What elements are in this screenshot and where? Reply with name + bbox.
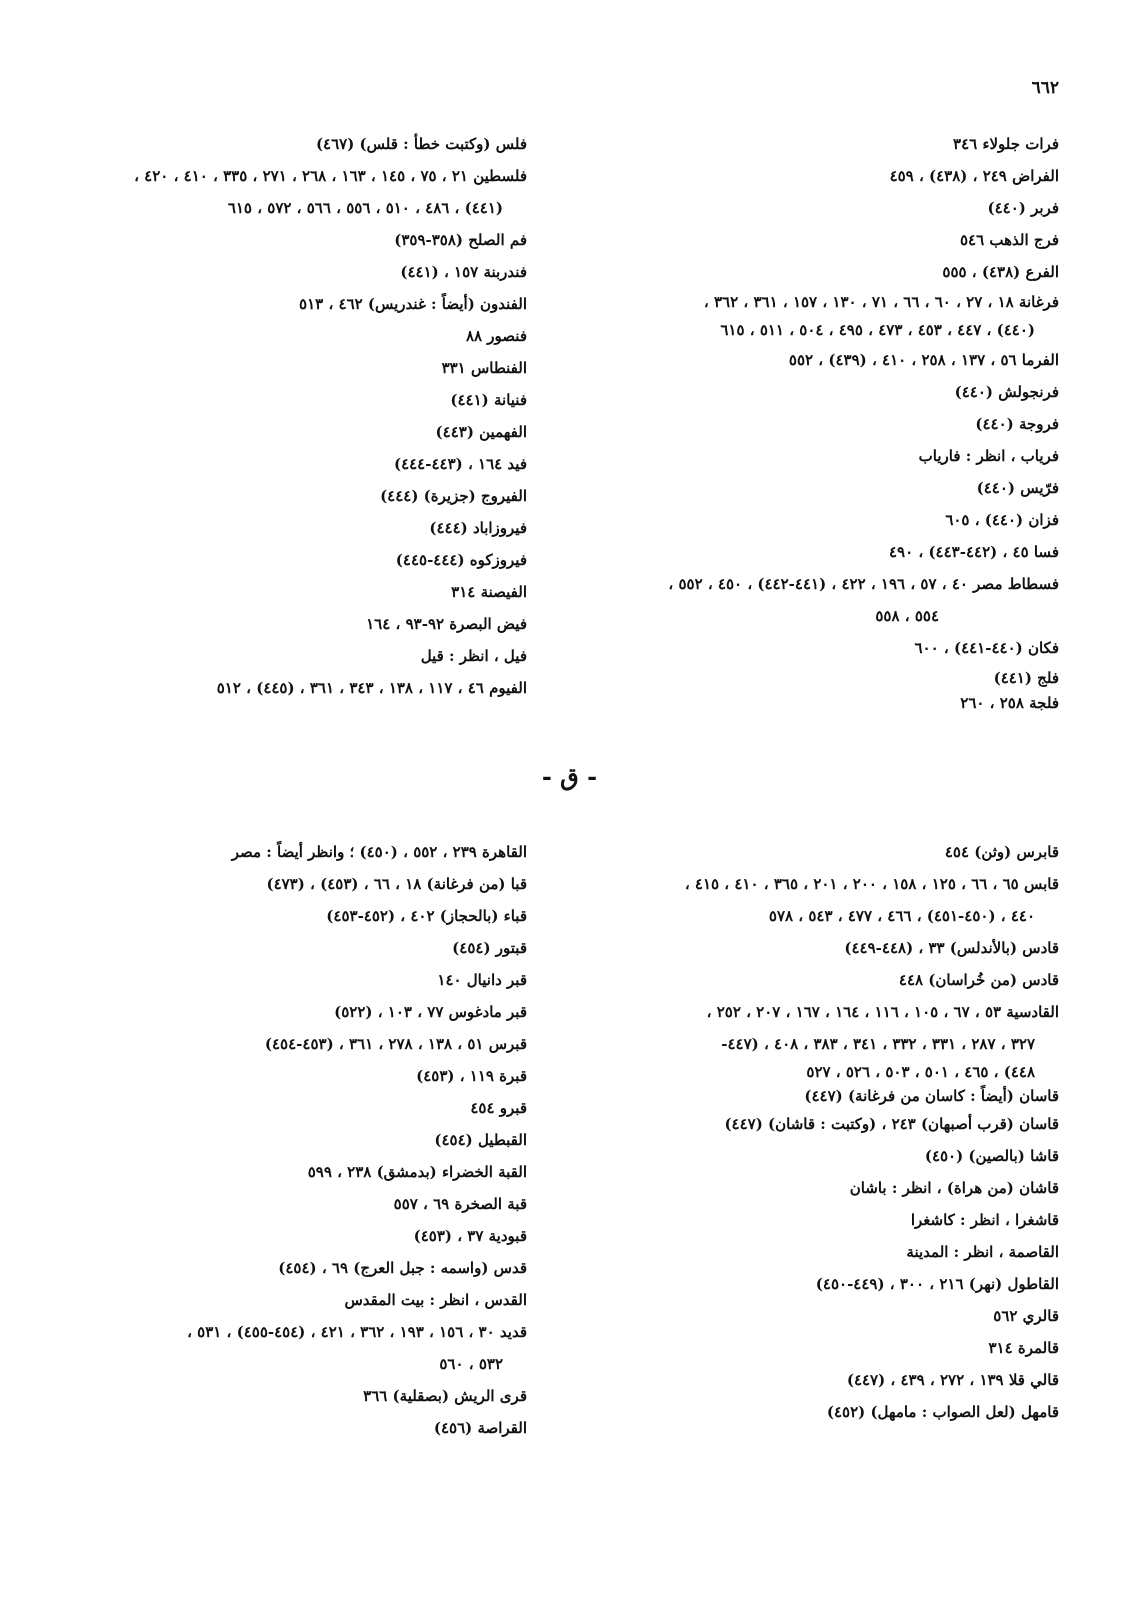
page-number: ٦٦٢: [1031, 78, 1059, 98]
index-entry-continuation: ٣٢٧ ، ٢٨٧ ، ٣٣١ ، ٣٣٢ ، ٣٤١ ، ٣٨٣ ، ٤٠٨ ، (٤٤٧-: [721, 1035, 1035, 1053]
section-letter-heading: - ق -: [541, 762, 598, 791]
index-column-left-section1: [27, 128, 527, 704]
index-entry: قاشا (بالصين) (٤٥٠): [924, 1147, 1059, 1165]
index-entry-continuation: ٤٤٠ ، (٤٥٠-٤٥١) ، ٤٦٦ ، ٤٧٧ ، ٥٤٣ ، ٥٧٨: [768, 907, 1035, 925]
index-entry: قبرو ٤٥٤: [470, 1099, 527, 1117]
index-entry-continuation: ٥٥٤ ، ٥٥٨: [875, 607, 939, 625]
index-entry: فندربنة ١٥٧ ، (٤٤١): [400, 263, 527, 281]
index-entry: الفيوم ٤٦ ، ١١٧ ، ١٣٨ ، ٣٤٣ ، ٣٦١ ، (٤٤٥) ، ٥١٢: [216, 679, 527, 697]
index-entry: فلجة ٢٥٨ ، ٢٦٠: [960, 694, 1059, 712]
index-entry: فم الصلح (٣٥٨-٣٥٩): [394, 231, 527, 249]
index-entry-continuation: ٥٣٢ ، ٥٦٠: [439, 1355, 503, 1373]
index-entry: قدس (واسمه : جبل العرج) ٦٩ ، (٤٥٤): [278, 1259, 527, 1277]
index-entry: فرغانة ١٨ ، ٢٧ ، ٦٠ ، ٦٦ ، ٧١ ، ١٣٠ ، ١٥٧ ، ٣٦١ ، ٣٦٢ ،: [703, 293, 1059, 311]
index-entry: القادسية ٥٣ ، ٦٧ ، ١٠٥ ، ١١٦ ، ١٦٤ ، ١٦٧ ، ٢٠٧ ، ٢٥٢ ،: [706, 1003, 1059, 1021]
index-entry: فنيانة (٤٤١): [450, 391, 527, 409]
index-entry: القبطيل (٤٥٤): [434, 1131, 527, 1149]
index-entry-continuation: ٤٤٨) ، ٤٦٥ ، ٥٠١ ، ٥٠٣ ، ٥٢٦ ، ٥٢٧: [806, 1063, 1035, 1081]
index-entry: الفراض ٢٤٩ ، (٤٣٨) ، ٤٥٩: [889, 167, 1059, 185]
index-entry: فسطاط مصر ٤٠ ، ٥٧ ، ١٩٦ ، ٤٢٢ ، (٤٤١-٤٤٢) ، ٤٥٠ ، ٥٥٢ ،: [668, 575, 1059, 593]
index-entry: فنصور ٨٨: [465, 327, 527, 345]
index-entry: القاطول (نهر) ٢١٦ ، ٣٠٠ ، (٤٤٩-٤٥٠): [815, 1275, 1059, 1293]
index-entry: فيد ١٦٤ ، (٤٤٣-٤٤٤): [393, 455, 527, 473]
index-entry: فلس (وكتبت خطأ : قلس) (٤٦٧): [315, 135, 527, 153]
index-entry: قاشان (من هراة) ، انظر : باشان: [849, 1179, 1059, 1197]
index-entry: القاهرة ٢٣٩ ، ٥٥٢ ، (٤٥٠) ؛ وانظر أيضاً : مصر: [231, 843, 527, 861]
index-entry: فروجة (٤٤٠): [975, 415, 1059, 433]
index-entry: القدس ، انظر : بيت المقدس: [344, 1291, 527, 1309]
index-entry: فزان (٤٤٠) ، ٦٠٥: [945, 511, 1059, 529]
index-entry: الفنطاس ٣٣١: [441, 359, 527, 377]
index-entry: القراصة (٤٥٦): [433, 1419, 527, 1437]
index-entry: فرنجولش (٤٤٠): [954, 383, 1059, 401]
index-entry: فيل ، انظر : قيل: [420, 647, 527, 665]
index-entry: قادس (من خُراسان) ٤٤٨: [898, 971, 1059, 989]
index-entry: فربر (٤٤٠): [987, 199, 1059, 217]
index-entry: قرى الريش (بصقلية) ٣٦٦: [363, 1387, 527, 1405]
index-entry: فلسطين ٢١ ، ٧٥ ، ١٤٥ ، ١٦٣ ، ٢٦٨ ، ٢٧١ ، ٣٣٥ ، ٤١٠ ، ٤٢٠ ،: [134, 167, 527, 185]
index-entry: فيض البصرة ٩٢-٩٣ ، ١٦٤: [366, 615, 527, 633]
index-entry: قالمرة ٣١٤: [988, 1339, 1059, 1357]
index-entry: القبة الخضراء (بدمشق) ٢٣٨ ، ٥٩٩: [307, 1163, 527, 1181]
index-entry: الفهمين (٤٤٣): [435, 423, 527, 441]
index-entry: الفيروج (جزيرة) (٤٤٤): [380, 487, 527, 505]
index-entry-continuation: (٤٤١) ، ٤٨٦ ، ٥١٠ ، ٥٥٦ ، ٥٦٦ ، ٥٧٢ ، ٦١٥: [227, 199, 503, 217]
index-entry: قبرس ٥١ ، ١٣٨ ، ٢٧٨ ، ٣٦١ ، (٤٥٣-٤٥٤): [264, 1035, 527, 1053]
index-entry: الفيصنة ٣١٤: [451, 583, 527, 601]
index-entry: قاسان (أيضاً : كاسان من فرغانة) (٤٤٧): [804, 1087, 1059, 1105]
index-entry: الفندون (أيضاً : غندريس) ٤٦٢ ، ٥١٣: [299, 295, 527, 313]
index-entry: فرج الذهب ٥٤٦: [960, 231, 1059, 249]
index-entry: فرّيس (٤٤٠): [976, 479, 1059, 497]
index-entry: فسا ٤٥ ، (٤٤٢-٤٤٣) ، ٤٩٠: [888, 543, 1059, 561]
index-entry: قابرس (وثن) ٤٥٤: [944, 843, 1059, 861]
index-entry: فيروزاباد (٤٤٤): [429, 519, 527, 537]
index-entry: الفرع (٤٣٨) ، ٥٥٥: [942, 263, 1059, 281]
index-entry: قبودية ٣٧ ، (٤٥٣): [413, 1227, 527, 1245]
index-entry: قباء (بالحجاز) ٤٠٢ ، (٤٥٢-٤٥٣): [326, 907, 527, 925]
index-entry: قادس (بالأندلس) ٣٣ ، (٤٤٨-٤٤٩): [844, 939, 1059, 957]
index-entry: قامهل (لعل الصواب : مامهل) (٤٥٢): [826, 1403, 1059, 1421]
index-entry: فكان (٤٤٠-٤٤١) ، ٦٠٠: [914, 639, 1059, 657]
index-entry: قبتور (٤٥٤): [452, 939, 527, 957]
index-entry: قديد ٣٠ ، ١٥٦ ، ١٩٣ ، ٣٦٢ ، ٤٢١ ، (٤٥٤-٤٥٥) ، ٥٣١ ،: [187, 1323, 527, 1341]
index-entry: القاصمة ، انظر : المدينة: [906, 1243, 1059, 1261]
index-entry: قبر مادغوس ٧٧ ، ١٠٣ ، (٥٢٢): [334, 1003, 527, 1021]
index-entry: قبا (من فرغانة) ١٨ ، ٦٦ ، (٤٥٣) ، (٤٧٣): [266, 875, 527, 893]
index-column-right-section1: [559, 128, 1059, 714]
index-column-left-section2: [27, 836, 527, 1444]
index-column-right-section2: [559, 836, 1059, 1428]
index-entry: فلج (٤٤١): [993, 669, 1059, 687]
index-entry: فرياب ، انظر : فارياب: [918, 447, 1059, 465]
index-entry: فيروزكوه (٤٤٤-٤٤٥): [395, 551, 527, 569]
index-entry: قالري ٥٦٢: [993, 1307, 1059, 1325]
index-entry: قالي قلا ١٣٩ ، ٢٧٢ ، ٤٣٩ ، (٤٤٧): [846, 1371, 1059, 1389]
index-entry: الفرما ٥٦ ، ١٣٧ ، ٢٥٨ ، ٤١٠ ، (٤٣٩) ، ٥٥٢: [788, 351, 1059, 369]
index-entry: قاسان (قرب أصبهان) ٢٤٣ ، (وكتبت : قاشان) (٤٤٧): [724, 1115, 1059, 1133]
index-entry: فرات جلولاء ٣٤٦: [953, 135, 1059, 153]
index-entry: قابس ٦٥ ، ٦٦ ، ١٢٥ ، ١٥٨ ، ٢٠٠ ، ٢٠١ ، ٣٦٥ ، ٤١٠ ، ٤١٥ ،: [684, 875, 1059, 893]
index-entry: قبر دانيال ١٤٠: [437, 971, 527, 989]
index-entry: قبة الصخرة ٦٩ ، ٥٥٧: [393, 1195, 527, 1213]
index-entry: قبرة ١١٩ ، (٤٥٣): [416, 1067, 527, 1085]
index-entry: قاشغرا ، انظر : كاشغرا: [910, 1211, 1059, 1229]
index-entry-continuation: (٤٤٠) ، ٤٤٧ ، ٤٥٣ ، ٤٧٣ ، ٤٩٥ ، ٥٠٤ ، ٥١١ ، ٦١٥: [720, 321, 1035, 339]
